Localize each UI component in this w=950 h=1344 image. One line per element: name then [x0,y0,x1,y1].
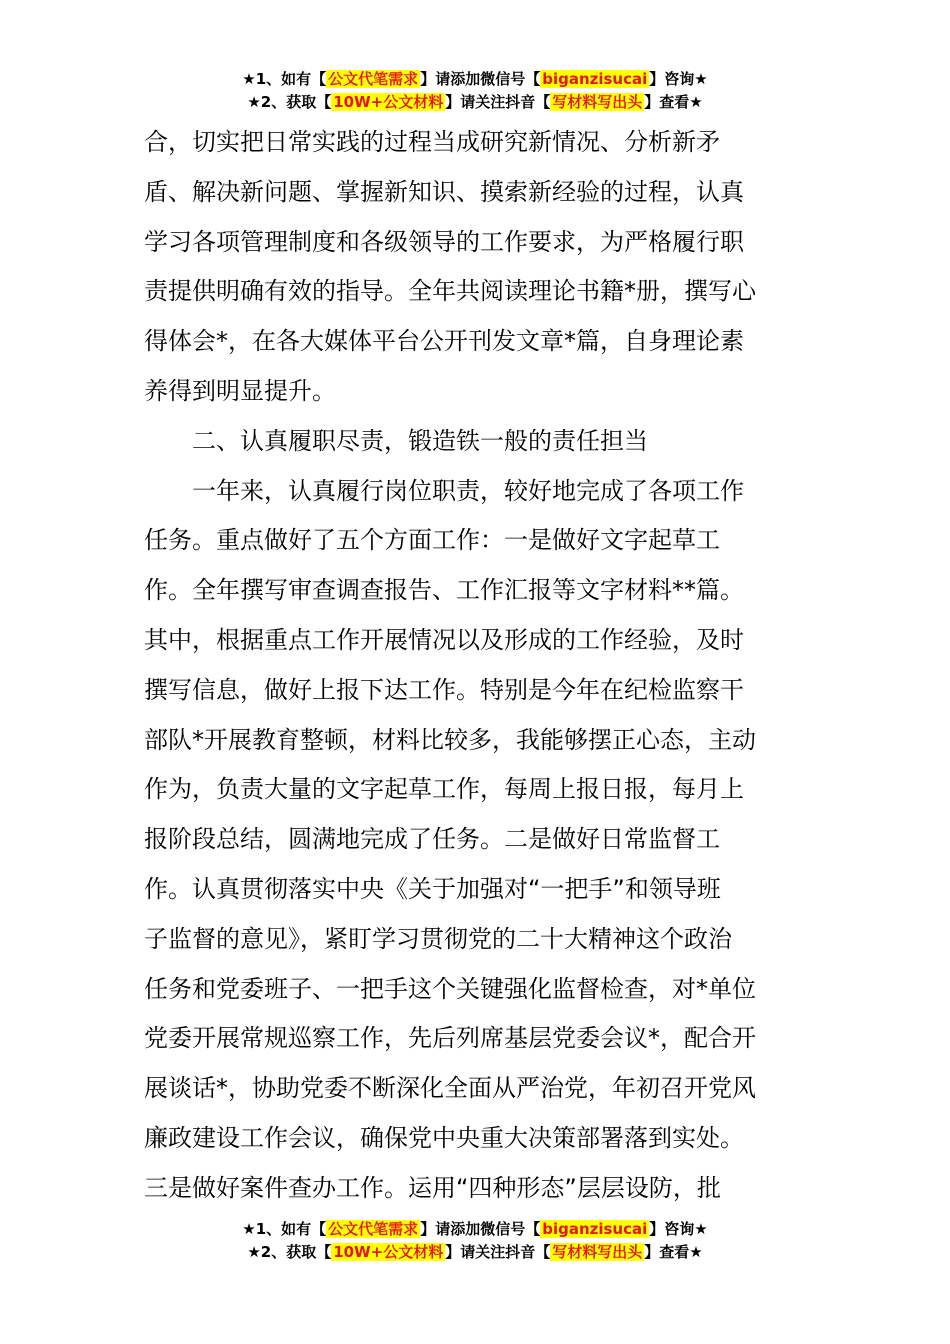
banner-text: 】请添加微信号【 [420,1220,541,1238]
banner-text: 】请关注抖音【 [445,93,551,111]
footer-banner [0,1218,950,1264]
banner-text: ★2、获取【 [247,1243,332,1261]
text-line: 一年来，认真履行岗位职责，较好地完成了各项工作 [192,476,744,505]
text-line: 任务。重点做好了五个方面工作：一是做好文字起草工 [144,526,720,555]
text-line: 合，切实把日常实践的过程当成研究新情况、分析新矛 [144,128,720,156]
document-body [144,118,814,1214]
banner-highlight: 公文代笔需求 [328,70,419,88]
text-line: 责提供明确有效的指导。全年共阅读理论书籍*册，撰写心 [144,277,756,306]
banner-text: 】咨询★ [649,1220,708,1238]
banner-text: 】请关注抖音【 [445,1243,551,1261]
header-banner [0,68,950,114]
banner-line-2 [0,1241,950,1264]
text-line: 报阶段总结，圆满地完成了任务。二是做好日常监督工 [144,825,720,854]
text-line: 作。全年撰写审查调查报告、工作汇报等文字材料**篇。 [144,576,744,605]
banner-highlight: 写材料写出头 [552,93,643,111]
text-line: 三是做好案件查办工作。运用“四种形态”层层设防，批 [144,1173,721,1202]
text-line: 廉政建设工作会议，确保党中央重大决策部署落到实处。 [144,1123,744,1152]
text-line: 盾、解决新问题、掌握新知识、摸索新经验的过程，认真 [144,177,744,206]
text-line: 展谈话*，协助党委不断深化全面从严治党，年初召开党风 [144,1074,756,1103]
banner-highlight: 写材料写出头 [552,1243,643,1261]
section-heading: 二、认真履职尽责，锻造铁一般的责任担当 [192,426,648,455]
text-line: 作。认真贯彻落实中央《关于加强对“一把手”和领导班 [144,874,721,903]
text-line: 作为，负责大量的文字起草工作，每周上报日报，每月上 [144,775,744,804]
banner-text: 】查看★ [644,93,703,111]
text-line: 其中，根据重点工作开展情况以及形成的工作经验，及时 [144,625,744,654]
text-line: 撰写信息，做好上报下达工作。特别是今年在纪检监察干 [144,675,744,704]
banner-text: 】咨询★ [649,70,708,88]
banner-text: ★1、如有【 [242,1220,327,1238]
banner-text: ★1、如有【 [242,70,327,88]
text-line: 党委开展常规巡察工作，先后列席基层党委会议*，配合开 [144,1024,756,1053]
banner-text: 】请添加微信号【 [420,70,541,88]
banner-text: ★2、获取【 [247,93,332,111]
text-line: 学习各项管理制度和各级领导的工作要求，为严格履行职 [144,227,744,256]
banner-text: 】查看★ [644,1243,703,1261]
banner-highlight: biganzisucai [542,70,648,88]
banner-highlight: biganzisucai [542,1220,648,1238]
text-line: 养得到明显提升。 [144,376,336,405]
banner-highlight: 10W+公文材料 [333,93,444,111]
banner-highlight: 公文代笔需求 [328,1220,419,1238]
banner-highlight: 10W+公文材料 [333,1243,444,1261]
text-line: 部队*开展教育整顿，材料比较多，我能够摆正心态，主动 [144,725,756,754]
banner-line-1 [0,68,950,91]
banner-line-2 [0,91,950,114]
text-line: 任务和党委班子、一把手这个关键强化监督检查，对*单位 [144,974,756,1003]
banner-line-1 [0,1218,950,1241]
text-line: 子监督的意见》，紧盯学习贯彻党的二十大精神这个政治 [144,924,732,953]
text-line: 得体会*，在各大媒体平台公开刊发文章*篇，自身理论素 [144,327,744,356]
